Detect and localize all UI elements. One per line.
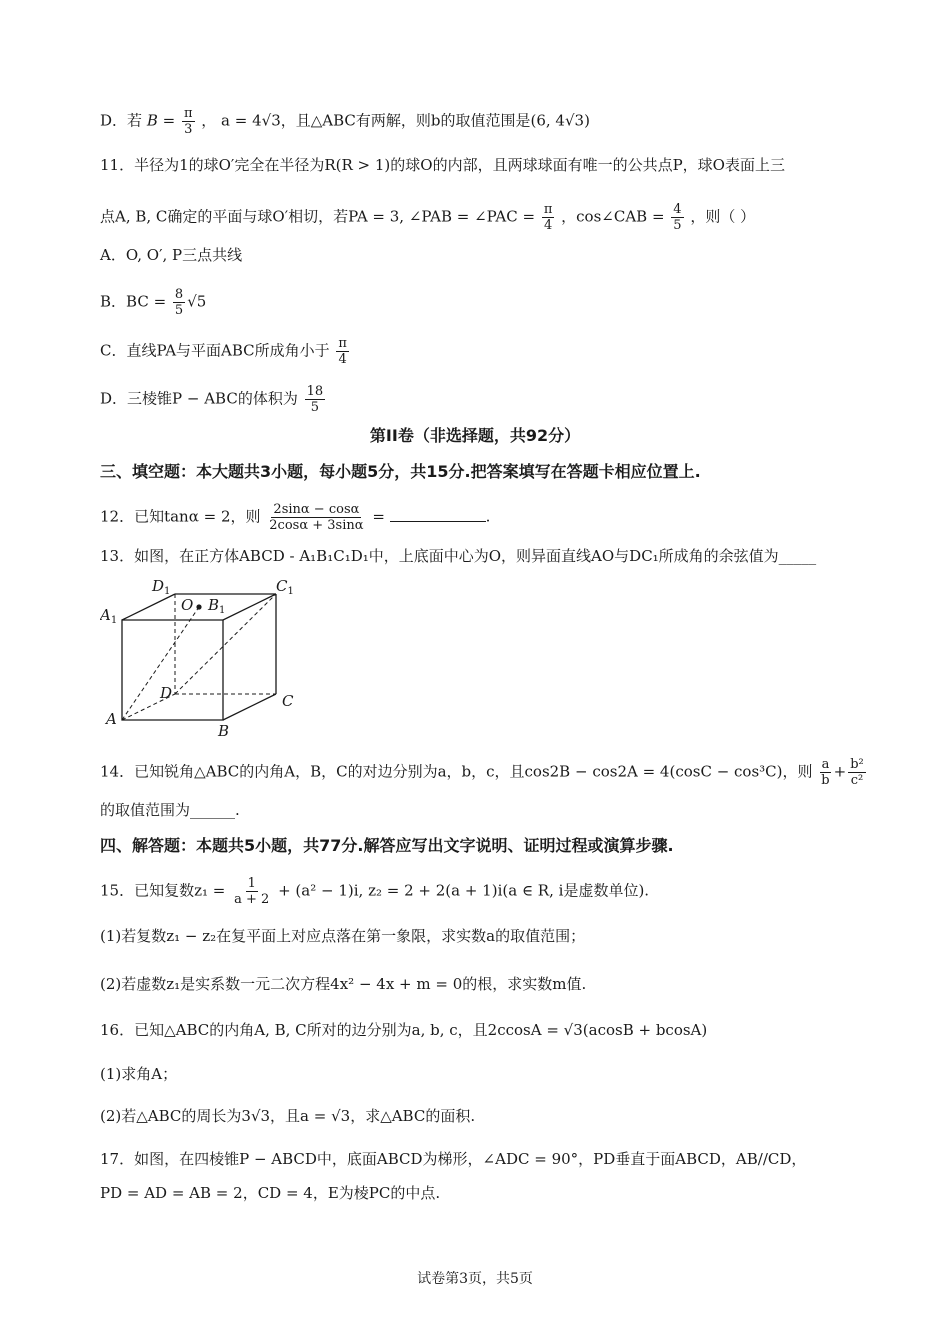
label-b1: $B_1$ (208, 596, 226, 616)
q14-line2: 的取值范围为______. (100, 801, 240, 819)
q11-option-d (100, 384, 327, 415)
page-footer: 试卷第3页，共5页 (417, 1271, 533, 1287)
q14-fraction-bc (848, 757, 866, 788)
fraction-numerator: 8 (174, 287, 184, 302)
fraction-numerator: b² (850, 757, 864, 772)
q11-stem-line2-mid: ，cos∠CAB = (561, 207, 665, 226)
label-c: C (282, 692, 294, 710)
section-4-heading: 四、解答题：本题共5小题，共77分.解答应写出文字说明、证明过程或演算步骤. (100, 836, 674, 855)
cube-edge-bc (223, 694, 276, 720)
q14-fraction-ab (819, 757, 831, 788)
label-c1: $C_1$ (276, 577, 294, 597)
fraction-denominator: a + 2 (234, 892, 270, 907)
cube-front-face (122, 620, 223, 720)
q11-stem-line2-end: ，则（ ） (690, 207, 756, 226)
q17-stem-line1: 17．如图，在四棱锥P − ABCD中，底面ABCD为梯形，∠ADC = 90°，PD垂直于面ABCD，AB//CD， (100, 1150, 807, 1168)
fraction-denominator: 2cosα + 3sinα (269, 518, 364, 533)
cube-edge-b1c1 (223, 594, 276, 620)
q14-prefix: 14．已知锐角△ABC的内角A，B，C的对边分别为a，b，c，且cos2B − cos2A = 4(cosC − cos³C)，则 (100, 762, 813, 781)
q16-part1: (1)求角A； (100, 1065, 178, 1083)
q11-option-c-prefix: C．直线PA与平面ABC所成角小于 (100, 341, 330, 360)
segment-ao (122, 607, 199, 720)
q10-option-d-a: ， a = 4√3 (201, 111, 281, 130)
q15-prefix: 15．已知复数z₁ = (100, 881, 226, 900)
fraction-numerator: a (821, 757, 830, 772)
fraction-numerator: 1 (247, 876, 256, 891)
q11-option-d-fraction (305, 384, 326, 415)
fraction-denominator: 5 (673, 218, 682, 233)
fraction-denominator: 4 (543, 218, 553, 233)
q15-part2: (2)若虚数z₁是实系数一元二次方程4x² − 4x + m = 0的根，求实数m值. (100, 975, 587, 993)
q12-prefix: 12．已知tanα = 2，则 (100, 507, 261, 526)
q15-part1: (1)若复数z₁ − z₂在复平面上对应点落在第一象限，求实数a的取值范围； (100, 927, 586, 945)
fraction-denominator: b (821, 773, 830, 788)
q11-option-b-prefix: B．BC = (100, 292, 167, 311)
fraction-denominator: 4 (338, 352, 347, 367)
q12-answer-blank (390, 507, 486, 522)
fraction-denominator: c² (850, 773, 864, 788)
q15-text: + (a² − 1)i, z₂ = 2 + 2(a + 1)i(a ∈ R, i是虚数单位). (278, 881, 650, 900)
fraction-denominator: 5 (310, 400, 320, 415)
q17-stem-line2: PD = AD = AB = 2，CD = 4，E为棱PC的中点. (100, 1184, 441, 1202)
q11-option-c-fraction (336, 336, 349, 367)
point-o (196, 604, 201, 609)
q15-fraction (232, 876, 271, 907)
q11-stem-line1: 11．半径为1的球O′完全在半径为R(R > 1)的球O的内部，且两球球面有唯一的公共点P，球O表面上三 (100, 156, 785, 174)
label-b: B (218, 722, 230, 740)
q10-option-d-var: B = (146, 111, 176, 130)
q15-stem (100, 876, 649, 907)
q10-option-d-prefix: D．若 (100, 111, 143, 130)
label-d1: $D_1$ (152, 577, 171, 597)
q12 (100, 502, 490, 533)
q10-option-d-text: ，且△ABC有两解，则b的取值范围是(6, 4√3) (280, 111, 590, 130)
q13-stem: 13．如图，在正方体ABCD - A₁B₁C₁D₁中，上底面中心为O，则异面直线AO与DC₁所成角的余弦值为_____ (100, 547, 817, 565)
q11-option-b-root: √5 (187, 292, 207, 311)
fraction-denominator: 3 (184, 122, 193, 137)
q11-option-b (100, 287, 206, 318)
q10-option-d-fraction (182, 106, 195, 137)
label-a: A (106, 710, 117, 728)
q12-fraction (267, 502, 365, 533)
label-a1: $A_1$ (100, 606, 118, 626)
q14-plus: + (833, 762, 847, 781)
q11-option-b-fraction (173, 287, 185, 318)
q11-stem-line2 (100, 202, 755, 233)
fraction-denominator: 5 (174, 303, 184, 318)
q11-option-a: A．O, O′, P三点共线 (100, 246, 243, 264)
section-2-title: 第II卷（非选择题，共92分） (369, 426, 581, 445)
q11-stem-line2-prefix: 点A, B, C确定的平面与球O′相切，若PA = 3, ∠PAB = ∠PAC = (100, 207, 536, 226)
q14-stem (100, 757, 868, 788)
label-o: O (181, 596, 194, 614)
cube-edge-a1d1 (122, 594, 175, 620)
fraction-numerator: π (183, 106, 193, 121)
fraction-numerator: π (543, 202, 553, 217)
fraction-numerator: 2sinα − cosα (273, 502, 360, 517)
q10-option-d (100, 106, 590, 137)
q11-cos-fraction (671, 202, 683, 233)
q16-stem: 16．已知△ABC的内角A, B, C所对的边分别为a, b, c，且2ccosA = √3(acosB + bcosA) (100, 1021, 708, 1039)
q11-option-d-prefix: D．三棱锥P − ABC的体积为 (100, 389, 298, 408)
q11-option-c (100, 336, 351, 367)
q12-end: . (485, 507, 491, 526)
fraction-numerator: 18 (306, 384, 324, 399)
fraction-numerator: 4 (673, 202, 682, 217)
section-3-heading: 三、填空题：本大题共3小题，每小题5分，共15分.把答案填写在答题卡相应位置上. (100, 462, 701, 481)
q16-part2: (2)若△ABC的周长为3√3，且a = √3，求△ABC的面积. (100, 1107, 476, 1125)
cube-figure (100, 572, 310, 740)
fraction-numerator: π (338, 336, 347, 351)
label-d: D (160, 684, 173, 702)
q12-equals: = (372, 507, 385, 526)
q11-angle-fraction (542, 202, 555, 233)
